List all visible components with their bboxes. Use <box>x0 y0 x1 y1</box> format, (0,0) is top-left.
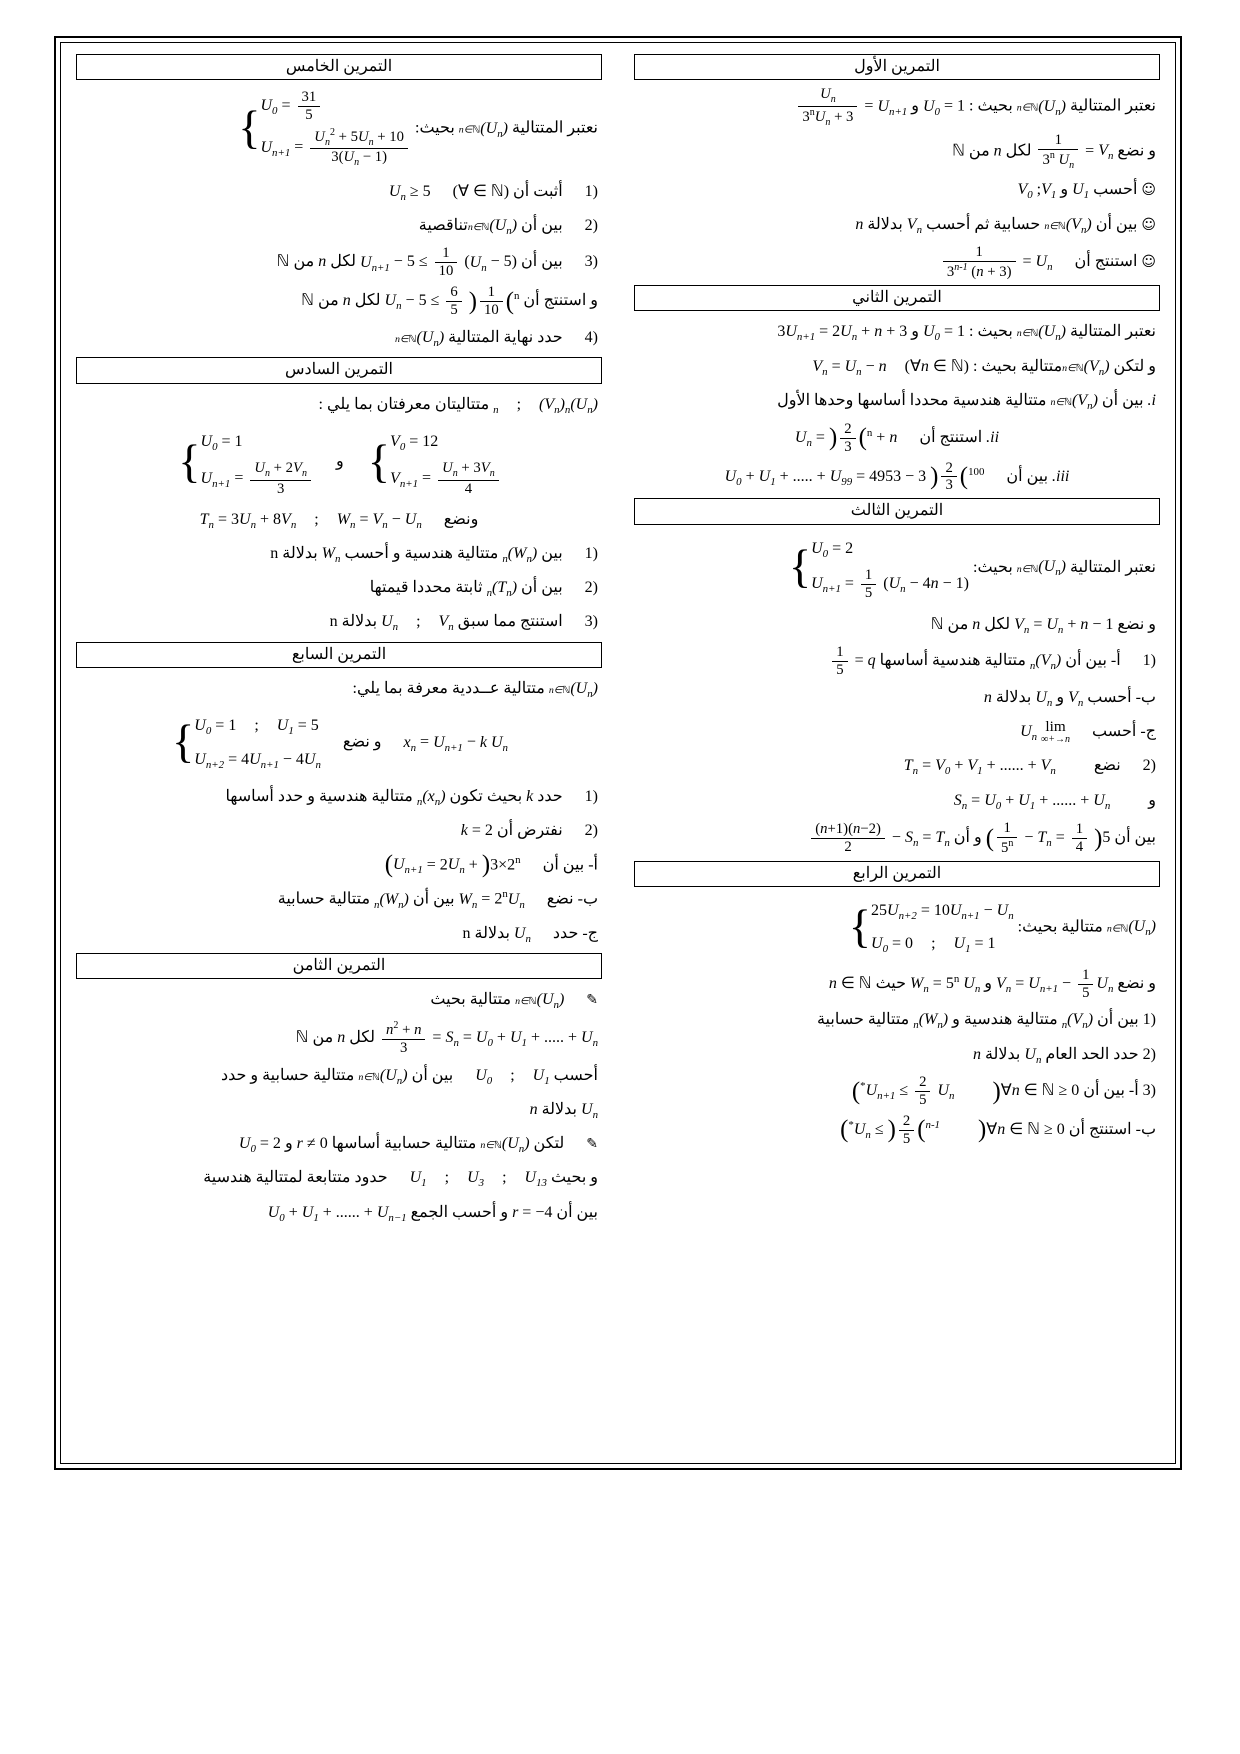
ex4-line2-a: و نضع <box>1117 974 1156 992</box>
ex8-q1-d: متتالية حسابية و حدد <box>220 1066 355 1084</box>
system-braces-ex4: { $25U_{n+2} = 10U_{n+1} - U_n$ $U_0 = 0$ ; $U_1 = 1$ <box>848 901 1014 956</box>
ex2-line5: بين أن <box>1006 467 1049 485</box>
ex4-q1-a: بين أن <box>1097 1011 1139 1029</box>
ex1-line3: أحسب <box>1093 181 1138 199</box>
ex1-line2-b: لكل <box>1005 142 1032 160</box>
ex8-q4-a: بين أن <box>556 1203 598 1221</box>
ex8-line1: متتالية بحيث <box>430 991 512 1009</box>
ex7-q2b-a: ب- نضع <box>546 890 598 908</box>
ex7-q1-c: متتالية هندسية و حدد أساسها <box>225 787 413 805</box>
ex2-line2-a: و لتكن <box>1113 358 1156 376</box>
exercise-8-body: ✎ $(U_n)n\in ℕ$ متتالية بحيث $S_n = U_0 + U_1$ + ..... + $U_n$ = $\frac{n^2 + n}{3}$ لكل n من ℕ أحسب $U_0$ ; $U_1$ بين أن $(U_n)n\in ℕ$ متتالية حسابية و حدد $U_n$ بدلالة n ✎ لتكن $(U_n)n\in ℕ$ متتالية حسابية أساسها r ≠ 0 و $U_0 = 2$ و بحيث $U_1$ ; $U_3$ ; $U_{13}$ حدود متتابعة لمتتالية هندسية بين أن r = −4 و أحسب الجمع $U_0 + U_1$ + ...... + $U_{n-1}$ <box>203 991 598 1224</box>
ex5-q3-b: لكل <box>330 253 357 271</box>
ex5-q3-c: من <box>293 253 315 271</box>
smiley-icon: ☺ <box>1141 182 1156 199</box>
exercise-6-body: $(U_n)_n$ ; $(V_n)_n$ متتاليتان معرفتان بما يلي : { $V_0 = 12$ $V_{n+1}$ = $\frac{U_n + 3V_n}{4}$ و { $U_0 = 1$ $U_{n+1}$ = $\frac{U_n + 2V_n}{3}$ ونضع $T_n = 3U_n + 8V_n$ ; $W_n = V_n - U_n$ (1 بين $(W_n)_n$ متتالية هندسية و أحسب $W_n$ بدلالة n (2 بين أن $(T_n)_n$ ثابتة محددا قيمتها (3 استنتج مما سبق $U_n$ ; $V_n$ بدلالة n <box>178 395 598 634</box>
ex8-q1-e: بدلالة <box>541 1100 577 1118</box>
ex1-line3-and: و <box>1060 181 1069 199</box>
ex4-q3a: أ- بين أن <box>1083 1082 1139 1100</box>
ex5-q4-b: لكل <box>354 292 381 310</box>
exercise-4-title: التمرين الرابع <box>634 861 1160 887</box>
ex8-q3-a: و بحيث <box>550 1169 598 1187</box>
exercise-6-title: التمرين السادس <box>76 357 602 383</box>
exercise-1-title: التمرين الأول <box>634 54 1160 80</box>
ex4-q1-c: متتالية حسابية <box>816 1011 910 1029</box>
ex4-line2-b: و <box>984 974 992 992</box>
ex3-line1-b: بحيث: <box>973 558 1013 576</box>
ex6-q3-c: بدلالة n <box>329 613 378 631</box>
exercise-8-title: التمرين الثامن <box>76 953 602 979</box>
ex1-line4-c: بدلالة <box>867 215 903 233</box>
column-left <box>60 42 618 1464</box>
exercise-2-title: التمرين الثاني <box>634 285 1160 311</box>
ex1-line2-a: و نضع <box>1117 142 1156 160</box>
system-braces-ex7: { $U_0 = 1$ ; $U_1 = 5$ $U_{n+2} = 4U_{n+1} - 4U_n$ <box>172 717 321 771</box>
ex8-l2a: لكل <box>349 1028 376 1046</box>
ex4-q2-a: حدد الحد العام <box>1045 1045 1139 1063</box>
ex3-line2-a: و نضع <box>1117 615 1156 633</box>
ex1-line1-c: و <box>911 97 919 115</box>
ex3-q2: نضع <box>1093 757 1121 775</box>
ex4-q1-b: متتالية هندسية و <box>952 1011 1058 1029</box>
ex4-line2-c: حيث <box>875 974 907 992</box>
ex7-q1-b: بحيث تكون <box>449 787 523 805</box>
ex6-line3: ونضع <box>443 510 479 528</box>
ex4-q3b: ب- استنتج أن <box>1068 1120 1156 1138</box>
ex5-q3-a: بين أن <box>521 253 563 271</box>
ex3-line1-a: نعتبر المتتالية <box>1069 558 1156 576</box>
ex3-q1b-a: ب- أحسب <box>1087 688 1156 706</box>
ex5-q5: حدد نهاية المتتالية <box>448 329 563 347</box>
ex6-q1-b: متتالية هندسية و أحسب <box>344 544 499 562</box>
ex8-q2-a: لتكن <box>533 1135 565 1153</box>
ex2-line3-a: بين أن <box>1101 392 1144 410</box>
ex5-q2-b: تناقصية <box>418 217 468 235</box>
ex5-q4-a: و استنتج أن <box>523 292 598 310</box>
ex6-q1-a: بين <box>541 544 563 562</box>
ex1-line2-c: من <box>968 142 990 160</box>
ex3-q3-a: بين أن <box>1114 829 1156 847</box>
ex5-line1-a: نعتبر المتتالية <box>511 119 598 137</box>
ex7-line1: متتالية عــددية معرفة بما يلي: <box>352 679 545 697</box>
exercise-7-title: التمرين السابع <box>76 642 602 668</box>
ex7-q2c-a: ج- حدد <box>552 924 598 942</box>
ex3-q3-b: و أن <box>953 829 982 847</box>
exercise-5-title: التمرين الخامس <box>76 54 602 80</box>
ex1-line4-b: حسابية ثم أحسب <box>926 215 1041 233</box>
ex3-q1a-a: أ- بين أن <box>1065 652 1121 670</box>
ex7-q1-a: حدد <box>537 787 563 805</box>
ex1-line1-a: نعتبر المتتالية <box>1069 97 1156 115</box>
ex5-q2-a: بين أن <box>521 217 563 235</box>
ex2-line1-b: بحيث : <box>969 322 1013 340</box>
ex8-q4-b: و أحسب الجمع <box>410 1203 509 1221</box>
exercise-3-title: التمرين الثالث <box>634 498 1160 524</box>
ex7-q2: نفترض أن <box>496 822 563 840</box>
ex4-q2-b: بدلالة <box>984 1045 1021 1063</box>
ex6-q3-a: استنتج مما سبق <box>457 613 563 631</box>
ex6-q2-a: بين أن <box>521 579 563 597</box>
ex2-line1-c: و <box>911 322 919 340</box>
ex7-q2c-b: بدلالة n <box>462 924 510 942</box>
ex2-line1-a: نعتبر المتتالية <box>1069 322 1156 340</box>
smiley-icon: ☺ <box>1141 253 1156 270</box>
system-braces-ex6-v: { $V_0 = 12$ $V_{n+1}$ = $\frac{U_n + 3V_n}{4}$ <box>366 424 502 501</box>
ex5-q1: أثبت أن <box>513 182 563 200</box>
pen-icon: ✎ <box>586 1136 598 1153</box>
ex8-q1-a: أحسب <box>553 1066 598 1084</box>
ex3-line2-b: لكل <box>984 615 1011 633</box>
ex8-q3-d: حدود متتابعة لمتتالية هندسية <box>203 1169 388 1187</box>
ex2-line3-b: متتالية هندسية محددا أساسها وحدها الأول <box>777 392 1047 410</box>
ex3-q1a-b: متتالية هندسية أساسها <box>879 652 1026 670</box>
ex3-q1c: ج- أحسب <box>1092 723 1156 741</box>
exercise-1-body: نعتبر المتتالية $(U_n)n\in ℕ$ بحيث : $U_0 = 1$ و $U_{n+1}$ = $\frac{U_n}{3^nU_n + 3}$ و نضع $V_n$ = $\frac{1}{3^n U_n}$ لكل n من ℕ ☺ أحسب $U_1$ و $V_0$ $;V_1$ ☺ بين أن $(V_n)n\in ℕ$ حسابية ثم أحسب $V_n$ بدلالة n ☺ استنتج أن $U_n$ = $\frac{1}{3^{n-1} (n + 3)}$ <box>628 86 1166 280</box>
system-braces-ex5: { $U_0$ = $\frac{31}{5}$ $U_{n+1}$ = $\frac{U_n^2 + 5U_n + 10}{3(U_n - 1)}$ <box>236 86 411 172</box>
ex6-q2-b: ثابتة محددا قيمتها <box>369 579 483 597</box>
exercise-5-body: نعتبر المتتالية $(U_n)n\in ℕ$ بحيث: { $U_0$ = $\frac{31}{5}$ $U_{n+1}$ = $\frac{U_n^2 + 5U_n + 10}{3(U_n - 1)}$ (1 أثبت أن $U_n \ge 5$ (∀ ∈ ℕ) (2 بين أن $(U_n)n\in ℕتناقصية$ (3 بين أن $U_{n+1} - 5$ ≤ $\frac{1}{10}$ $(U_n - 5)$ لكل n من ℕ و استنتج أن $U_n - 5$ ≤ $\frac{6}{5}$ ( $\frac{1}{10}$ )$^n$ لكل n من ℕ (4 حدد نهاية المتتالية $(U_n)n\in ℕ$ <box>70 86 608 353</box>
ex1-line5: استنتج أن <box>1074 252 1138 270</box>
ex7-q2b-b: بين أن <box>412 890 455 908</box>
system-braces-ex3: { $U_0 = 2$ $U_{n+1}$ = $\frac{1}{5}$ $(U_n - 4n - 1)$ <box>788 539 969 601</box>
ex3-q1b-c: بدلالة <box>995 688 1032 706</box>
ex4-line1: متتالية بحيث: <box>1017 918 1103 936</box>
system-braces-ex6-u: { $U_0 = 1$ $U_{n+1}$ = $\frac{U_n + 2V_n}{3}$ <box>176 424 314 501</box>
exercise-4-body: $(U_n)n\in ℕ$ متتالية بحيث: { $25U_{n+2} = 10U_{n+1} - U_n$ $U_0 = 0$ ; $U_1 = 1$ و نضع $V_n = U_{n+1}$ − $\frac{1}{5}$ $U_n$ و $W_n = 5^n$ $U_n$ حيث n ∈ ℕ (1 بين أن $(V_n)_n$ متتالية هندسية و $(W_n)_n$ متتالية حسابية (2 حدد الحد العام $U_n$ بدلالة n (3 أ- بين أن $0 \le U_{n+1}$ ≤ $\frac{2}{5}$ $U_n$ (∀n ∈ ℕ*) ب- استنتج أن $0 \le U_n$ ≤ ( $\frac{2}{5}$ )$^{n-1}$ (∀n ∈ ℕ*) <box>628 893 1166 1148</box>
smiley-icon: ☺ <box>1141 216 1156 233</box>
ex3-q1b-b: و <box>1056 688 1065 706</box>
ex8-q2-c: و <box>284 1135 293 1153</box>
ex6-line2: و <box>336 452 344 470</box>
ex6-q1-c: بدلالة n <box>270 544 318 562</box>
ex2-line4: استنتج أن <box>919 428 983 446</box>
ex7-q2b-c: متتالية حسابية <box>277 890 371 908</box>
ex8-q1-c: بين أن <box>411 1066 454 1084</box>
ex3-line2-c: من <box>947 615 969 633</box>
ex1-line1-b: بحيث : <box>969 97 1013 115</box>
exercise-3-body: نعتبر المتتالية $(U_n)n\in ℕ$ بحيث: { $U_0 = 2$ $U_{n+1}$ = $\frac{1}{5}$ $(U_n - 4n - 1)$ و نضع $V_n = U_n + n - 1$ لكل n من ℕ (1 أ- بين أن $(V_n)_n$ متتالية هندسية أساسها q = $\frac{1}{5}$ ب- أحسب $V_n$ و $U_n$ بدلالة n ج- أحسب lim n→+∞ $U_n$ (2 نضع $T_n = V_0 + V_1$ + ...... + $V_n$ و $S_n = U_0 + U_1$ + ...... + $U_n$ بين أن $T_n$ = $\frac{1}{4}$ (5 − $\frac{1}{5^n}$ ) و أن $S_n = T_n$ − $\frac{(n-2)(n+1)}{2}$ <box>628 531 1166 857</box>
ex6-line1: متتاليتان معرفتان بما يلي : <box>318 395 490 413</box>
ex2-line2-b: متتالية بحيث : <box>972 358 1063 376</box>
ex8-l2b: من <box>312 1028 334 1046</box>
ex7-line2: و نضع <box>342 733 382 751</box>
column-right <box>618 42 1176 1464</box>
ex1-line4-a: بين أن <box>1095 215 1138 233</box>
exercise-7-body: $(U_n)n\in ℕ$ متتالية عــددية معرفة بما يلي: $x_n = U_{n+1} - k$ $U_n$ و نضع { $U_0 = 1$ ; $U_1 = 5$ $U_{n+2} = 4U_{n+1} - 4U_n$ (1 حدد k بحيث تكون $(x_n)_n$ متتالية هندسية و حدد أساسها (2 نفترض أن k = 2 أ- بين أن $U_{n+1} = 2U_n + (3\times 2^n)$ ب- نضع $W_n = 2^nU_n$ بين أن $(W_n)_n$ متتالية حسابية ج- حدد $U_n$ بدلالة n <box>172 679 598 946</box>
two-column-layout <box>60 42 1176 1464</box>
ex3-q2-and: و <box>1148 791 1156 809</box>
ex7-q2a: أ- بين أن <box>542 856 598 874</box>
ex5-line1-b: بحيث: <box>415 119 455 137</box>
exercise-2-body: نعتبر المتتالية $(U_n)n\in ℕ$ بحيث : $U_0 = 1$ و $3U_{n+1} = 2U_n + n + 3$ و لتكن $(V_n)n\in ℕمتتالية$ بحيث : $V_n = U_n - n$ (∀n ∈ ℕ) i. بين أن $(V_n)n\in ℕ$ متتالية هندسية محددا أساسها وحدها الأول ii. استنتج أن $U_n$ = ( $\frac{2}{3}$ )$^n$ + n iii. بين أن $U_0 + U_1$ + ..... + $U_{99} = 4953 - 3$ ( $\frac{2}{3}$ )$^{100}$ <box>724 322 1156 494</box>
ex8-q2-b: متتالية حسابية أساسها <box>331 1135 477 1153</box>
ex5-q4-c: من <box>317 292 339 310</box>
pen-icon: ✎ <box>586 992 598 1009</box>
